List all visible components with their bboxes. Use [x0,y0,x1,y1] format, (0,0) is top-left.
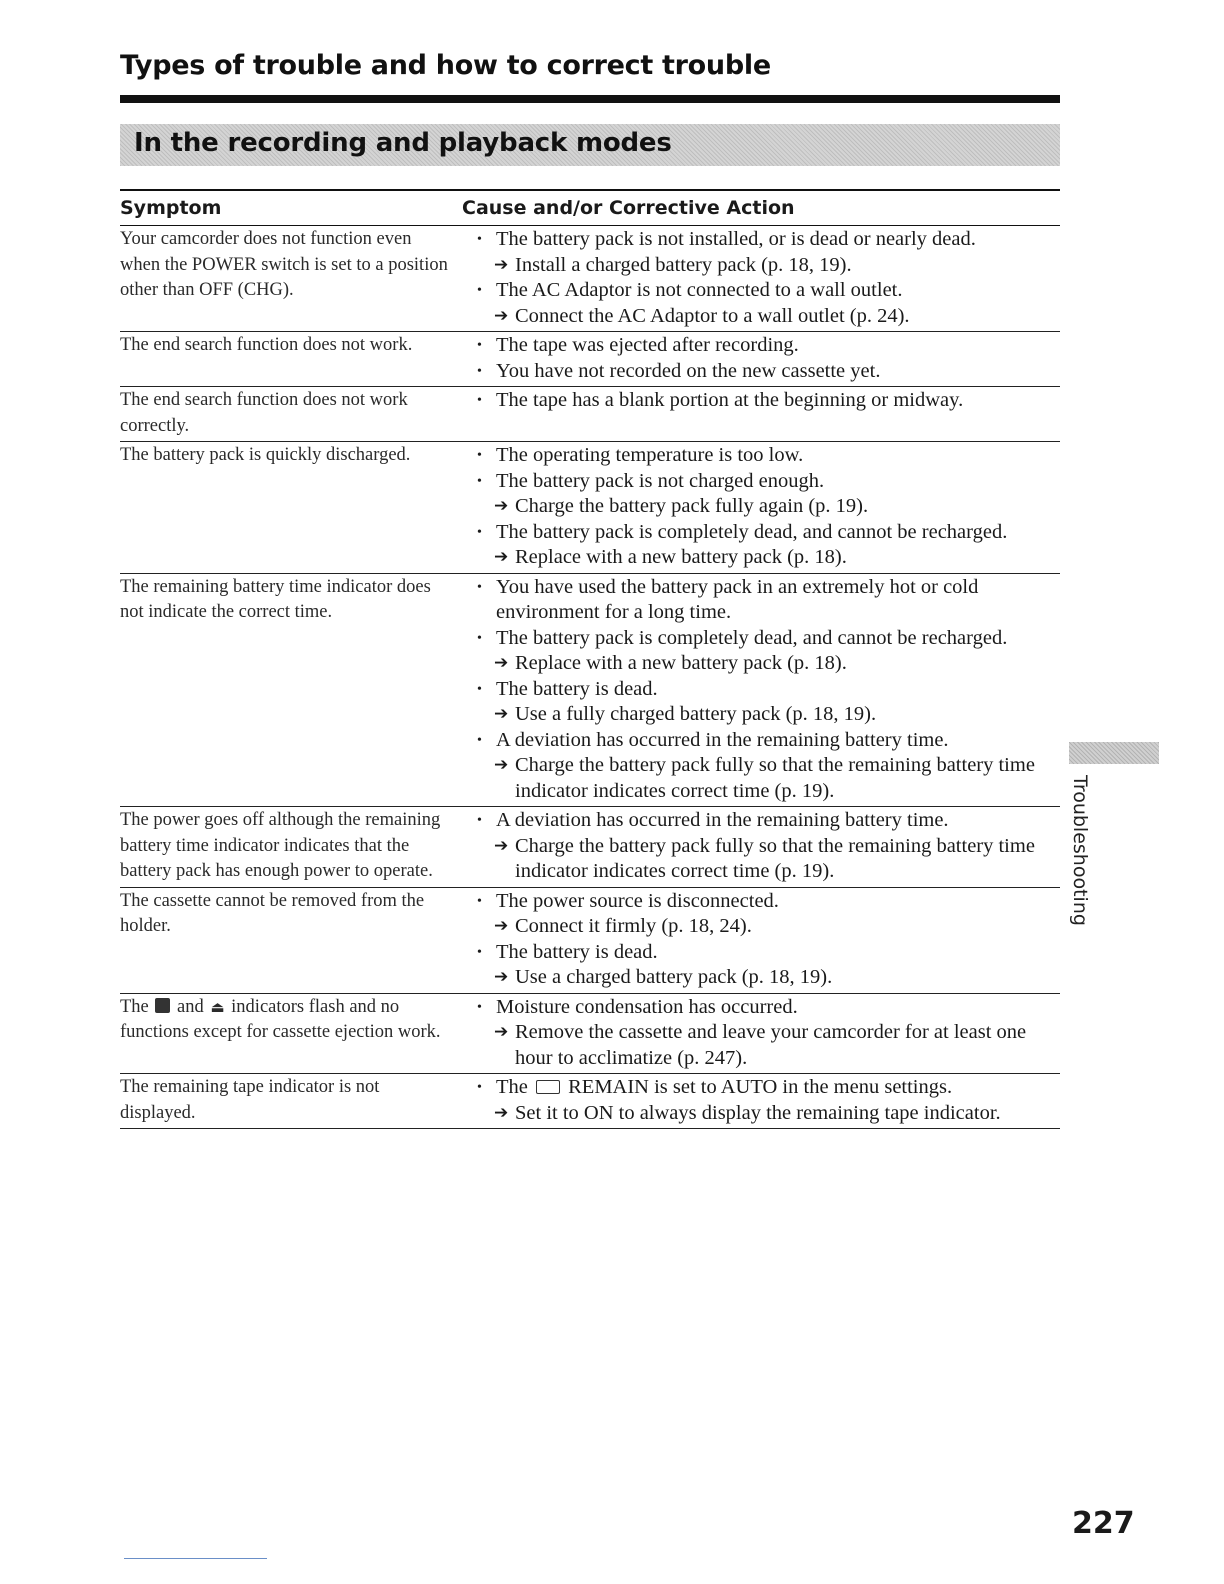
corrective-action: ➔ Connect the AC Adaptor to a wall outlet (p. 24). [462,304,1060,330]
symptom-cell: The end search function does not work. [120,335,413,355]
symptom-cell: The remaining battery time indicator does not indicate the correct time. [120,576,431,622]
cause-item: • A deviation has occurred in the remaining battery time. [462,728,1060,754]
cause-item: • The operating temperature is too low. [462,443,1060,469]
cause-item [462,1075,1060,1101]
page-title: Types of trouble and how to correct trouble [120,50,771,81]
symptom-cell [120,995,462,1072]
corrective-action: ➔ Charge the battery pack fully so that the remaining battery time indicator indicates correct time (p. 19). [462,834,1060,885]
symptom-header: Symptom [120,197,222,219]
cause-item: • The battery pack is not installed, or is dead or nearly dead. [462,227,1060,253]
cause-item: • You have used the battery pack in an extremely hot or cold environment for a long time. [462,575,1060,626]
cause-item: • Moisture condensation has occurred. [462,995,1060,1021]
table-header [120,189,1060,226]
corrective-action: ➔ Charge the battery pack fully so that the remaining battery time indicator indicates correct time (p. 19). [462,753,1060,804]
cause-cell [462,889,1060,991]
cause-cell [462,443,1060,571]
cause-header: Cause and/or Corrective Action [462,197,795,219]
cassette-warning-icon [155,998,170,1013]
table-row [120,387,1060,442]
symptom-text: indicators flash and no functions except for cassette ejection work. [120,996,441,1042]
table-row [120,994,1060,1075]
table-row [120,574,1060,808]
cause-item: • The battery pack is completely dead, and cannot be recharged. [462,626,1060,652]
cause-item: • The tape has a blank portion at the beginning or midway. [462,388,1060,414]
corrective-action: ➔ Connect it firmly (p. 18, 24). [462,914,1060,940]
symptom-cell: The battery pack is quickly discharged. [120,445,411,465]
symptom-cell: The cassette cannot be removed from the holder. [120,890,425,936]
symptom-cell: The remaining tape indicator is not displayed. [120,1077,380,1123]
cause-text: The [496,1076,528,1098]
corrective-action: ➔ Replace with a new battery pack (p. 18). [462,651,1060,677]
section-title: In the recording and playback modes [134,128,672,158]
corrective-action: ➔ Use a fully charged battery pack (p. 18, 19). [462,702,1060,728]
page-number: 227 [1072,1506,1135,1541]
cause-item: • A deviation has occurred in the remaining battery time. [462,808,1060,834]
symptom-text: and [177,996,204,1017]
cause-item: • The tape was ejected after recording. [462,333,1060,359]
side-tab-label: Troubleshooting [1069,775,1091,926]
symptom-text: The [120,996,149,1017]
tape-icon [536,1080,560,1094]
corrective-action: ➔ Charge the battery pack fully again (p. 19). [462,494,1060,520]
cause-cell [462,808,1060,885]
corrective-action: ➔ Replace with a new battery pack (p. 18). [462,545,1060,571]
eject-icon: ⏏ [210,997,225,1016]
cause-item: • The battery pack is not charged enough. [462,469,1060,495]
cause-cell [462,333,1060,384]
table-row [120,888,1060,994]
title-rule [120,95,1060,103]
corrective-action: ➔ Use a charged battery pack (p. 18, 19). [462,965,1060,991]
cause-item: • The battery is dead. [462,940,1060,966]
corrective-action: ➔ Set it to ON to always display the remaining tape indicator. [462,1101,1060,1127]
table-row [120,1074,1060,1129]
cause-item: • The battery pack is completely dead, and cannot be recharged. [462,520,1060,546]
cause-cell [462,995,1060,1072]
table-row [120,442,1060,574]
corrective-action: ➔ Install a charged battery pack (p. 18, 19). [462,253,1060,279]
trouble-table [120,189,1060,1129]
symptom-cell: The end search function does not work correctly. [120,390,408,436]
cause-item: • The battery is dead. [462,677,1060,703]
section-banner [120,124,1060,166]
symptom-cell: Your camcorder does not function even when the POWER switch is set to a position other than OFF (CHG). [120,229,448,300]
cause-cell [462,227,1060,329]
cause-text: REMAIN is set to AUTO in the menu settings. [568,1076,953,1098]
cause-cell [462,575,1060,805]
cause-cell [462,388,1060,439]
side-tab-marker [1069,742,1159,764]
footer-line [124,1558,267,1559]
symptom-cell: The power goes off although the remaining battery time indicator indicates that the battery pack has enough power to operate. [120,810,441,881]
table-row [120,807,1060,888]
cause-cell [462,1075,1060,1126]
corrective-action: ➔ Remove the cassette and leave your camcorder for at least one hour to acclimatize (p. 247). [462,1020,1060,1071]
cause-item: • The AC Adaptor is not connected to a wall outlet. [462,278,1060,304]
table-row [120,332,1060,387]
table-row [120,226,1060,332]
cause-item: • The power source is disconnected. [462,889,1060,915]
cause-item: • You have not recorded on the new cassette yet. [462,359,1060,385]
